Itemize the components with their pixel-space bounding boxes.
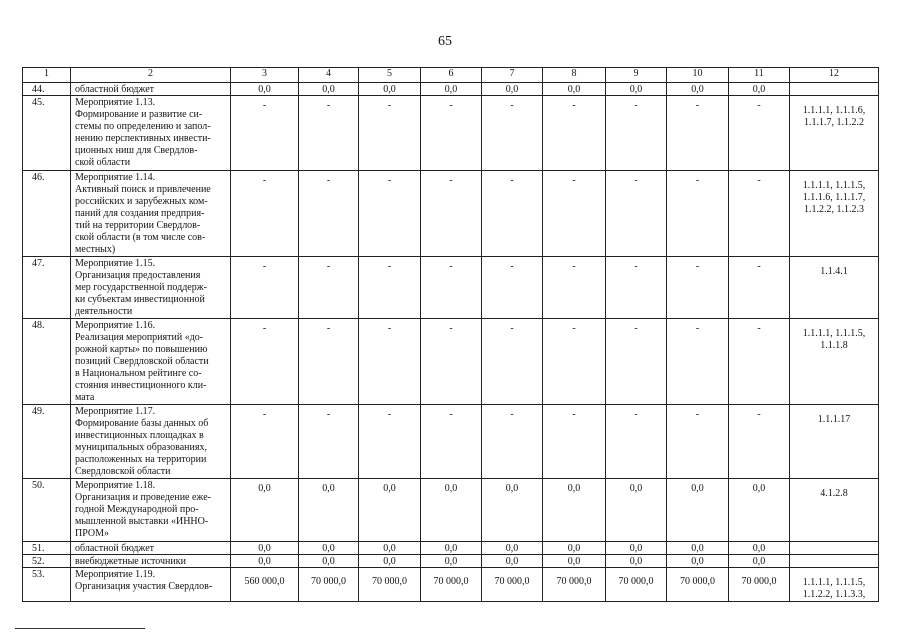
value-cell: -: [359, 319, 421, 405]
header-col-4: 4: [299, 68, 359, 83]
value-cell: 0,0: [299, 83, 359, 96]
value-cell: 0,0: [231, 555, 299, 568]
value-cell: 0,0: [606, 542, 667, 555]
header-col-7: 7: [482, 68, 543, 83]
targets-cell: 4.1.2.8: [790, 479, 879, 542]
value-cell: -: [606, 257, 667, 319]
value-cell: 0,0: [729, 83, 790, 96]
value-cell: -: [231, 405, 299, 479]
value-cell: 0,0: [729, 542, 790, 555]
value-cell: 0,0: [231, 479, 299, 542]
value-cell: 0,0: [299, 479, 359, 542]
value-cell: -: [482, 405, 543, 479]
value-cell: 0,0: [667, 479, 729, 542]
targets-cell: [790, 542, 879, 555]
row-description: Мероприятие 1.14. Активный поиск и привлечение российских и зарубежных ком- паний для создания предприя- тий на территории Свердлов- ской области (в том числе сов- местных): [71, 171, 231, 257]
table-row: [23, 83, 879, 96]
value-cell: -: [299, 405, 359, 479]
header-col-3: 3: [231, 68, 299, 83]
value-cell: -: [606, 319, 667, 405]
value-cell: 0,0: [606, 479, 667, 542]
row-description: Мероприятие 1.13. Формирование и развитие си- стемы по определению и запол- нению перспективных инвести- ционных ниш для Свердлов- ской области: [71, 96, 231, 171]
row-description: Мероприятие 1.17. Формирование базы данных об инвестиционных площадках в муниципальных образованиях, расположенных на территории Свердловской области: [71, 405, 231, 479]
value-cell: -: [421, 319, 482, 405]
value-cell: -: [231, 257, 299, 319]
value-cell: -: [543, 405, 606, 479]
table-row: [23, 171, 879, 257]
value-cell: -: [482, 171, 543, 257]
table-row: [23, 405, 879, 479]
targets-cell: 1.1.1.17: [790, 405, 879, 479]
header-col-10: 10: [667, 68, 729, 83]
row-number: 45.: [23, 96, 71, 171]
row-description: Мероприятие 1.15. Организация предоставления мер государственной поддерж- ки субъектам инвестиционной деятельности: [71, 257, 231, 319]
table-row: [23, 542, 879, 555]
row-number: 50.: [23, 479, 71, 542]
value-cell: 0,0: [729, 479, 790, 542]
value-cell: 560 000,0: [231, 568, 299, 602]
row-number: 44.: [23, 83, 71, 96]
row-description: областной бюджет: [71, 83, 231, 96]
value-cell: 0,0: [421, 555, 482, 568]
value-cell: -: [482, 319, 543, 405]
value-cell: 0,0: [482, 542, 543, 555]
value-cell: -: [543, 319, 606, 405]
table-row: [23, 479, 879, 542]
page-number: 65: [438, 34, 452, 49]
value-cell: 0,0: [359, 479, 421, 542]
value-cell: 0,0: [606, 83, 667, 96]
value-cell: -: [543, 171, 606, 257]
row-description: внебюджетные источники: [71, 555, 231, 568]
value-cell: 0,0: [231, 542, 299, 555]
value-cell: -: [299, 171, 359, 257]
header-col-1: 1: [23, 68, 71, 83]
table-row: [23, 568, 879, 602]
header-col-5: 5: [359, 68, 421, 83]
targets-cell: 1.1.1.1, 1.1.1.5, 1.1.1.6, 1.1.1.7, 1.1.2.2, 1.1.2.3: [790, 171, 879, 257]
row-number: 53.: [23, 568, 71, 602]
program-activities-table: [22, 67, 879, 602]
value-cell: 0,0: [299, 555, 359, 568]
value-cell: -: [667, 96, 729, 171]
targets-cell: 1.1.1.1, 1.1.1.5, 1.1.1.8: [790, 319, 879, 405]
value-cell: 0,0: [543, 555, 606, 568]
row-number: 52.: [23, 555, 71, 568]
row-number: 48.: [23, 319, 71, 405]
value-cell: 0,0: [543, 479, 606, 542]
value-cell: 0,0: [543, 542, 606, 555]
value-cell: -: [729, 96, 790, 171]
value-cell: 0,0: [482, 83, 543, 96]
value-cell: -: [299, 96, 359, 171]
value-cell: -: [421, 171, 482, 257]
targets-cell: 1.1.1.1, 1.1.1.6, 1.1.1.7, 1.1.2.2: [790, 96, 879, 171]
value-cell: 70 000,0: [667, 568, 729, 602]
value-cell: -: [729, 171, 790, 257]
row-number: 46.: [23, 171, 71, 257]
value-cell: 0,0: [421, 479, 482, 542]
header-col-8: 8: [543, 68, 606, 83]
value-cell: -: [667, 405, 729, 479]
value-cell: -: [299, 257, 359, 319]
row-number: 47.: [23, 257, 71, 319]
value-cell: -: [482, 96, 543, 171]
value-cell: -: [421, 405, 482, 479]
value-cell: -: [543, 257, 606, 319]
table-row: [23, 319, 879, 405]
value-cell: 70 000,0: [299, 568, 359, 602]
row-description: областной бюджет: [71, 542, 231, 555]
value-cell: -: [667, 257, 729, 319]
value-cell: -: [729, 319, 790, 405]
header-col-12: 12: [790, 68, 879, 83]
value-cell: -: [231, 319, 299, 405]
header-col-6: 6: [421, 68, 482, 83]
value-cell: 0,0: [359, 542, 421, 555]
header-row: [23, 68, 879, 83]
value-cell: 0,0: [729, 555, 790, 568]
value-cell: -: [482, 257, 543, 319]
value-cell: -: [729, 405, 790, 479]
value-cell: 0,0: [231, 83, 299, 96]
value-cell: -: [299, 319, 359, 405]
value-cell: -: [359, 96, 421, 171]
value-cell: -: [359, 405, 421, 479]
value-cell: 70 000,0: [482, 568, 543, 602]
value-cell: 0,0: [667, 542, 729, 555]
value-cell: -: [421, 257, 482, 319]
value-cell: 0,0: [299, 542, 359, 555]
footnote-separator: [15, 628, 145, 629]
value-cell: -: [606, 96, 667, 171]
table-row: [23, 555, 879, 568]
value-cell: -: [606, 405, 667, 479]
row-description: Мероприятие 1.18. Организация и проведение еже- годной Международной про- мышленной выставки «ИННО- ПРОМ»: [71, 479, 231, 542]
value-cell: 0,0: [667, 555, 729, 568]
value-cell: 0,0: [606, 555, 667, 568]
value-cell: 70 000,0: [729, 568, 790, 602]
row-number: 51.: [23, 542, 71, 555]
header-col-11: 11: [729, 68, 790, 83]
value-cell: 0,0: [482, 479, 543, 542]
value-cell: 0,0: [667, 83, 729, 96]
value-cell: 70 000,0: [421, 568, 482, 602]
value-cell: 0,0: [359, 83, 421, 96]
value-cell: -: [543, 96, 606, 171]
value-cell: -: [667, 171, 729, 257]
value-cell: -: [729, 257, 790, 319]
header-col-2: 2: [71, 68, 231, 83]
header-col-9: 9: [606, 68, 667, 83]
targets-cell: 1.1.4.1: [790, 257, 879, 319]
value-cell: -: [667, 319, 729, 405]
table-row: [23, 257, 879, 319]
table-row: [23, 96, 879, 171]
row-number: 49.: [23, 405, 71, 479]
value-cell: 0,0: [359, 555, 421, 568]
targets-cell: [790, 83, 879, 96]
value-cell: -: [421, 96, 482, 171]
value-cell: 70 000,0: [543, 568, 606, 602]
value-cell: -: [359, 171, 421, 257]
row-description: Мероприятие 1.19. Организация участия Свердлов-: [71, 568, 231, 602]
value-cell: 0,0: [421, 542, 482, 555]
row-description: Мероприятие 1.16. Реализация мероприятий «до- рожной карты» по повышению позиций Свердловской области в Национальном рейтинге со- стояния инвестиционного кли- мата: [71, 319, 231, 405]
targets-cell: 1.1.1.1, 1.1.1.5, 1.1.2.2, 1.1.3.3,: [790, 568, 879, 602]
value-cell: -: [231, 171, 299, 257]
value-cell: 0,0: [421, 83, 482, 96]
value-cell: -: [359, 257, 421, 319]
value-cell: 70 000,0: [606, 568, 667, 602]
value-cell: 0,0: [482, 555, 543, 568]
value-cell: -: [606, 171, 667, 257]
value-cell: 70 000,0: [359, 568, 421, 602]
value-cell: -: [231, 96, 299, 171]
value-cell: 0,0: [543, 83, 606, 96]
targets-cell: [790, 555, 879, 568]
